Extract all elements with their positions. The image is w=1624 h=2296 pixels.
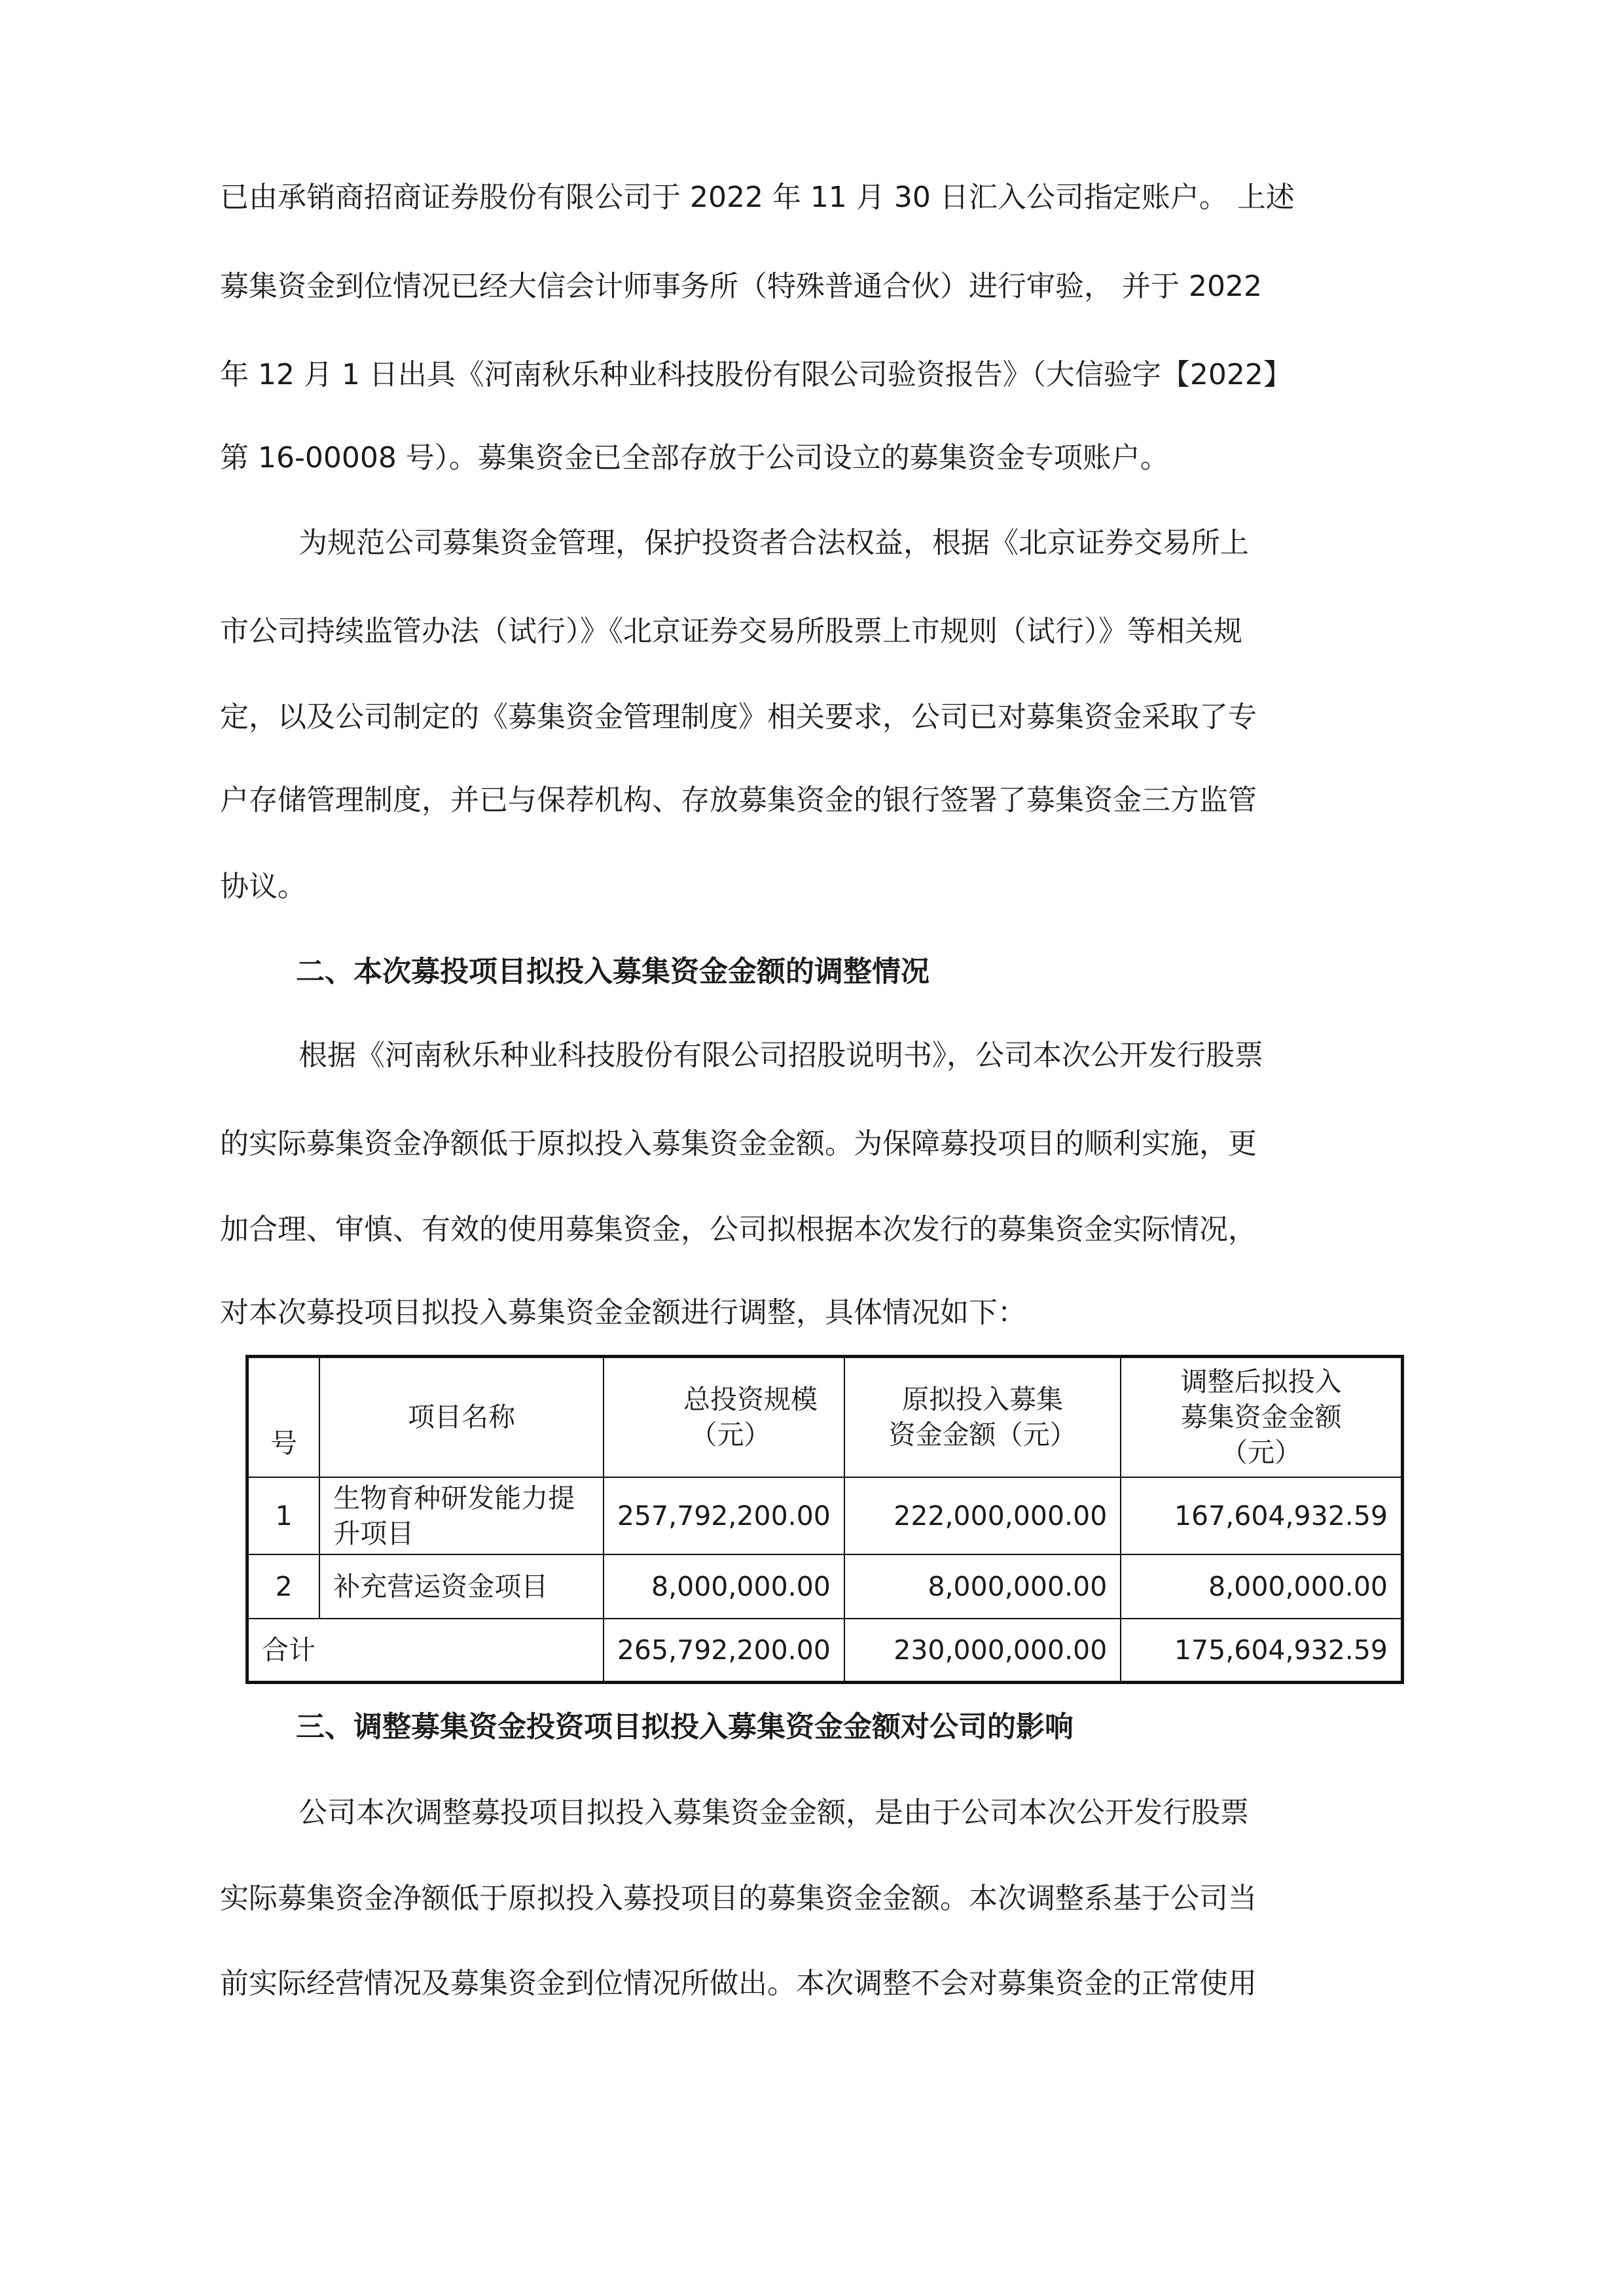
text-line: 公司本次调整募投项目拟投入募集资金金额，是由于公司本次公开发行股票 <box>298 1796 1249 1829</box>
cell-total: 257,792,200.00 <box>604 1477 844 1554</box>
table-row <box>247 1477 1403 1554</box>
cell-project-name: 补充营运资金项目 <box>319 1554 604 1619</box>
cell-no: 2 <box>247 1554 320 1619</box>
cell-original: 8,000,000.00 <box>844 1554 1121 1619</box>
text-line: 市公司持续监管办法（试行）》《北京证券交易所股票上市规则（试行）》等相关规 <box>220 615 1242 648</box>
text-line: 为规范公司募集资金管理，保护投资者合法权益，根据《北京证券交易所上 <box>298 526 1249 560</box>
cell-adjusted: 175,604,932.59 <box>1121 1619 1402 1683</box>
text-line: 定，以及公司制定的《募集资金管理制度》相关要求，公司已对募集资金采取了专 <box>220 700 1257 734</box>
table-header-row <box>247 1357 1403 1477</box>
header-no: 号 <box>247 1357 320 1477</box>
cell-project-name: 生物育种研发能力提 升项目 <box>319 1477 604 1554</box>
text-line: 根据《河南秋乐种业科技股份有限公司招股说明书》，公司本次公开发行股票 <box>298 1039 1263 1072</box>
text-line: 前实际经营情况及募集资金到位情况所做出。本次调整不会对募集资金的正常使用 <box>220 1967 1257 2000</box>
text-line: 的实际募集资金净额低于原拟投入募集资金金额。为保障募投项目的顺利实施，更 <box>220 1127 1257 1160</box>
cell-total: 8,000,000.00 <box>604 1554 844 1619</box>
section-heading-impact: 三、调整募集资金投资项目拟投入募集资金金额对公司的影响 <box>296 1710 1074 1744</box>
header-adjusted-amount: 调整后拟投入 募集资金金额 （元） <box>1121 1357 1402 1477</box>
section-heading-adjustment: 二、本次募投项目拟投入募集资金金额的调整情况 <box>296 955 929 988</box>
cell-total: 265,792,200.00 <box>604 1619 844 1683</box>
header-project-name: 项目名称 <box>319 1357 604 1477</box>
cell-total-label: 合计 <box>247 1619 604 1683</box>
cell-adjusted: 8,000,000.00 <box>1121 1554 1402 1619</box>
text-line: 加合理、审慎、有效的使用募集资金，公司拟根据本次发行的募集资金实际情况， <box>220 1213 1257 1246</box>
text-line: 协议。 <box>220 870 306 903</box>
text-line: 户存储管理制度，并已与保荐机构、存放募集资金的银行签署了募集资金三方监管 <box>220 783 1257 817</box>
cell-original: 222,000,000.00 <box>844 1477 1121 1554</box>
text-line: 已由承销商招商证券股份有限公司于 2022 年 11 月 30 日汇入公司指定账户。 上述 <box>220 181 1295 214</box>
text-line: 年 12 月 1 日出具《河南秋乐种业科技股份有限公司验资报告》（大信验字【2022】 <box>220 358 1292 391</box>
cell-adjusted: 167,604,932.59 <box>1121 1477 1402 1554</box>
table-row <box>247 1554 1403 1619</box>
text-line: 对本次募投项目拟投入募集资金金额进行调整，具体情况如下： <box>220 1296 1026 1329</box>
fund-allocation-table <box>245 1355 1404 1684</box>
cell-no: 1 <box>247 1477 320 1554</box>
header-total-investment: 总投资规模 （元） <box>604 1357 844 1477</box>
text-line: 实际募集资金净额低于原拟投入募投项目的募集资金金额。本次调整系基于公司当 <box>220 1882 1257 1915</box>
table-total-row <box>247 1619 1403 1683</box>
cell-original: 230,000,000.00 <box>844 1619 1121 1683</box>
header-original-amount: 原拟投入募集 资金金额（元） <box>844 1357 1121 1477</box>
text-line: 募集资金到位情况已经大信会计师事务所（特殊普通合伙）进行审验， 并于 2022 <box>220 270 1262 303</box>
text-line: 第 16-00008 号）。募集资金已全部存放于公司设立的募集资金专项账户。 <box>220 441 1169 475</box>
